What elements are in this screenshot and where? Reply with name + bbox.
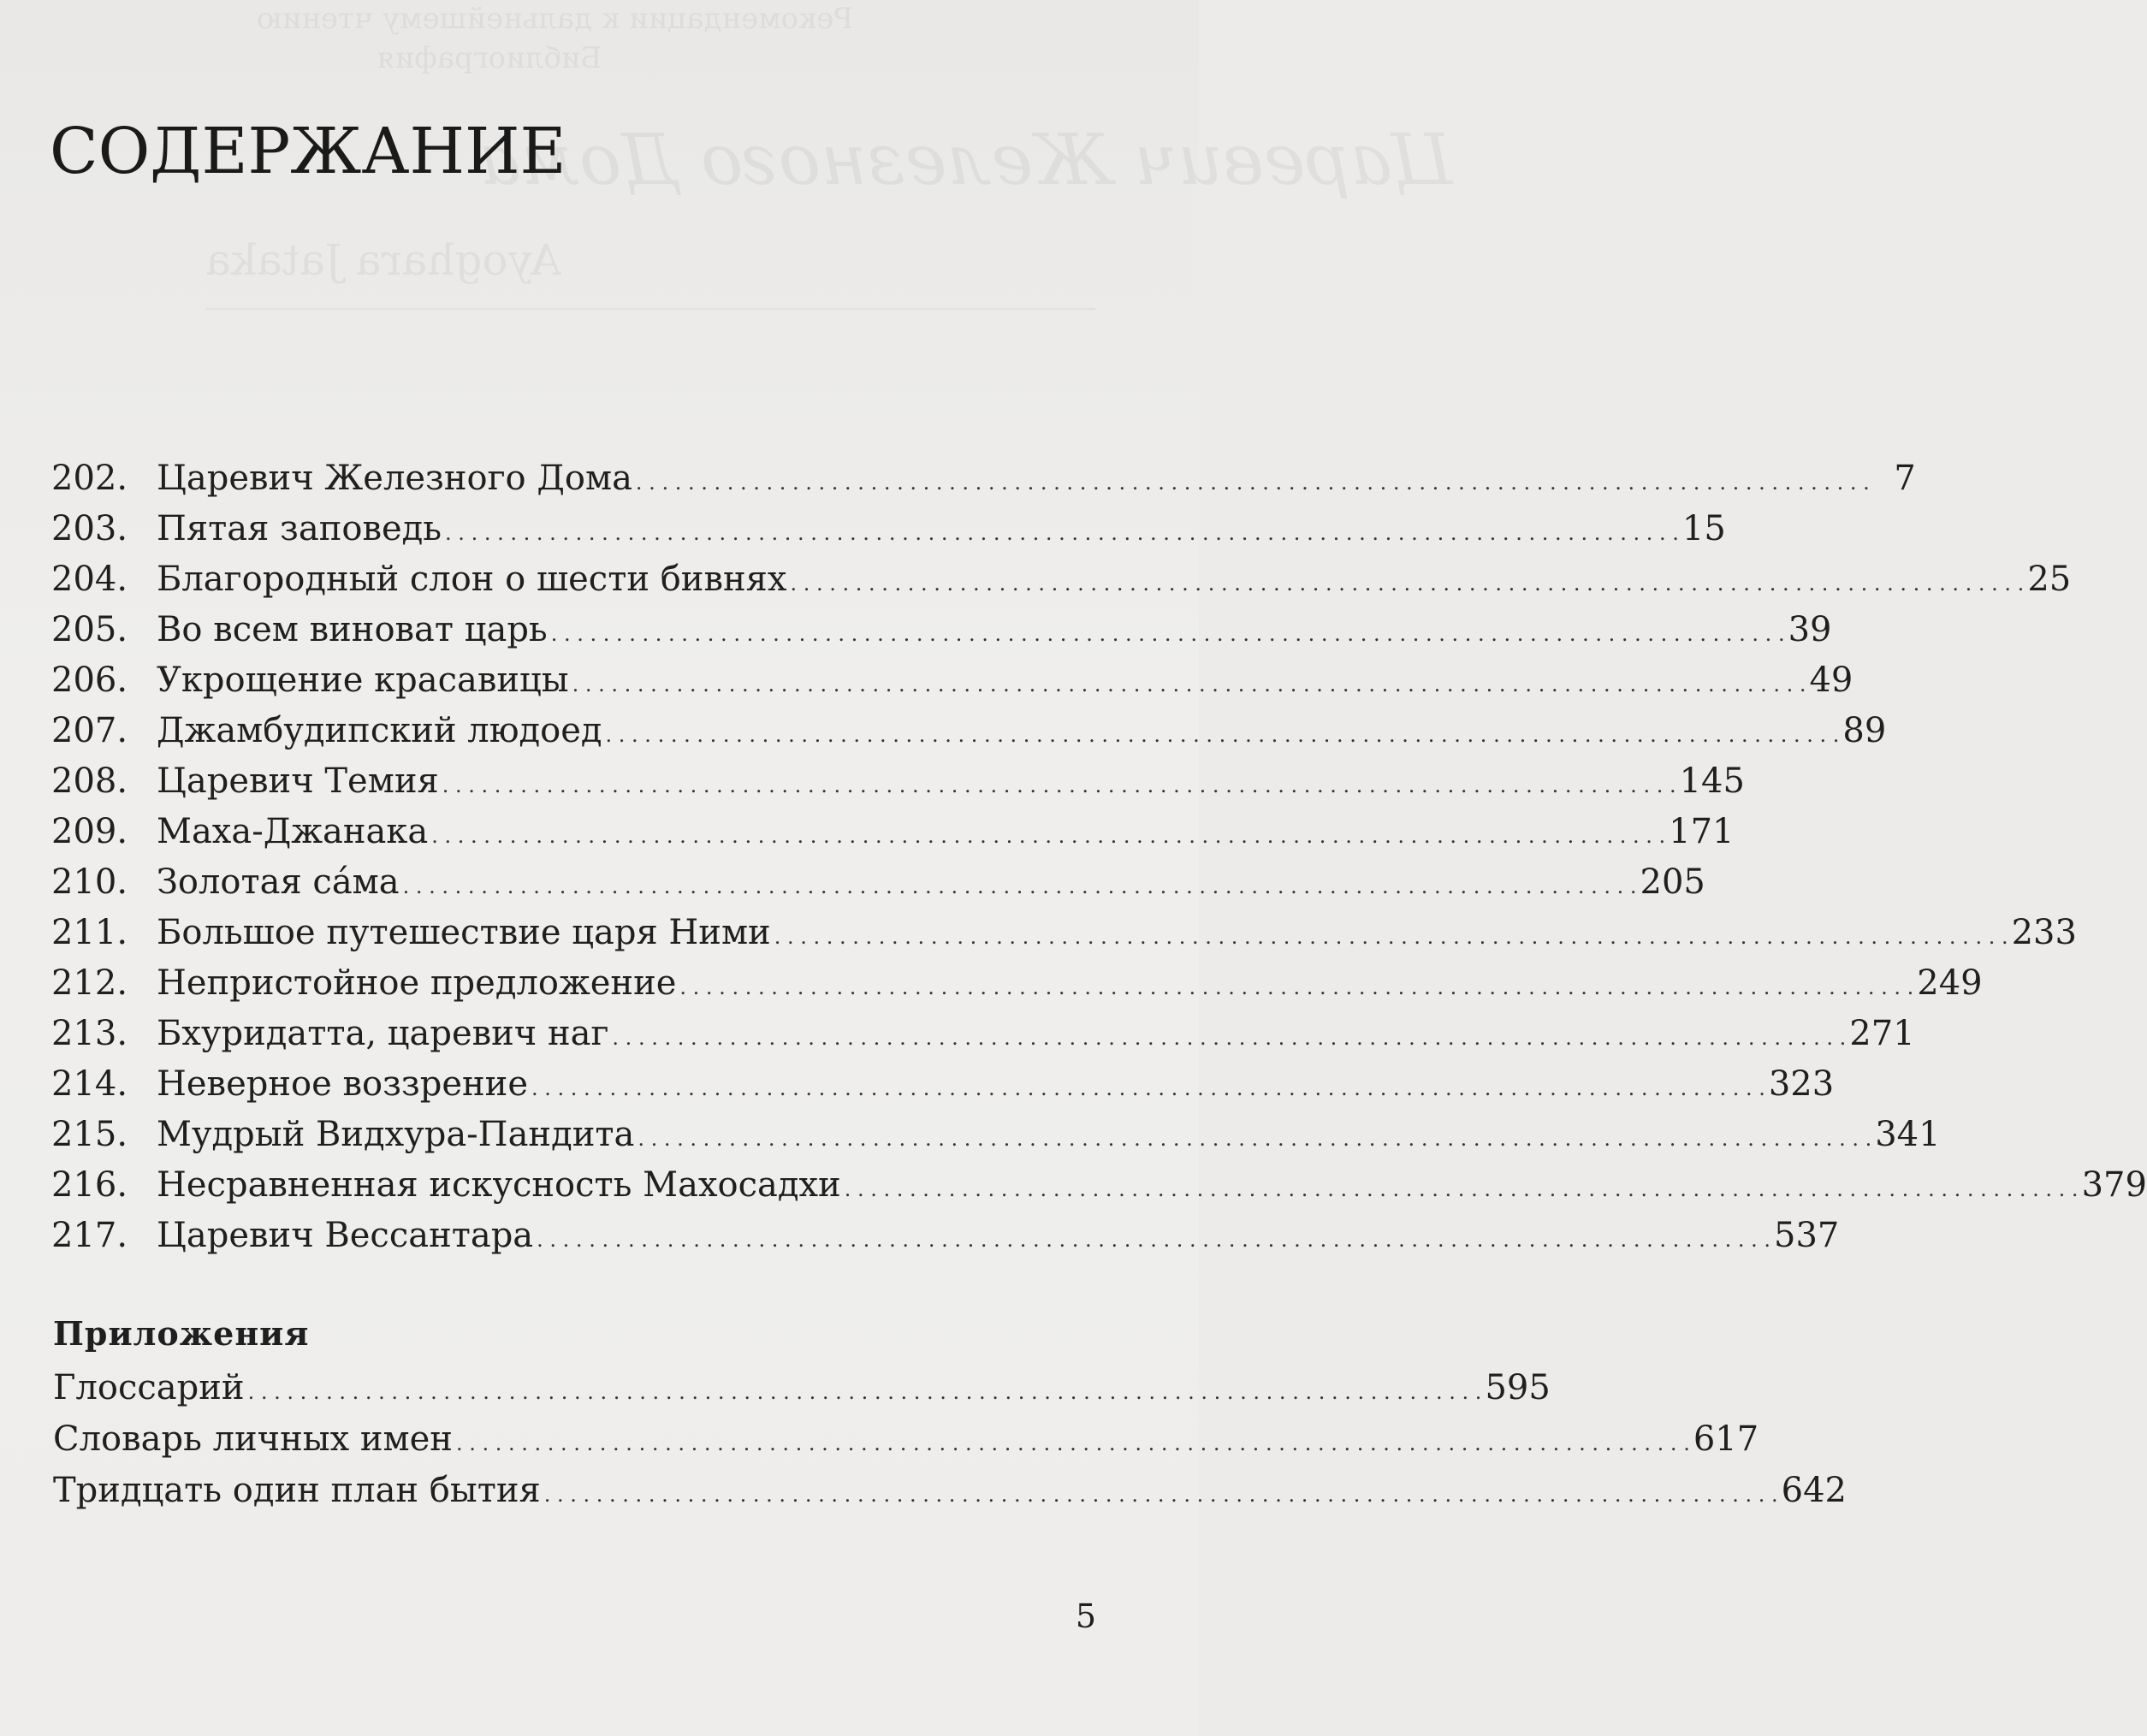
toc-number: 210. [51, 862, 128, 902]
toc-page-number: 537 [1774, 1216, 1840, 1255]
toc-page-number: 595 [1485, 1368, 1551, 1407]
toc-entry-203[interactable] [51, 504, 1726, 554]
dot-leader [531, 1064, 1765, 1114]
toc-entry-210[interactable] [51, 857, 1705, 908]
toc-page-number: 25 [2027, 560, 2072, 599]
toc-entry-205[interactable] [51, 605, 1832, 655]
toc-number: 213. [51, 1014, 128, 1053]
toc-title: Несравненная искусность Махосадхи [157, 1165, 841, 1205]
toc-title: Царевич Темия [157, 761, 439, 801]
dot-leader [248, 1366, 1482, 1418]
toc-entry-202[interactable] [51, 453, 1916, 504]
toc-title: Пятая заповедь [157, 509, 442, 548]
toc-number: 209. [51, 812, 128, 851]
toc-entry-217[interactable] [51, 1211, 1840, 1261]
toc-number: 204. [51, 560, 128, 599]
toc-title: Непристойное предложение [157, 963, 677, 1003]
toc-number: 206. [51, 661, 128, 700]
toc-entry-207[interactable] [51, 706, 1887, 756]
page-title: СОДЕРЖАНИЕ [50, 115, 566, 188]
show-through-text: Рекомендации к дальнейшему чтению [257, 2, 854, 36]
toc-entry-211[interactable] [51, 908, 2077, 958]
appendix-heading: Приложения [53, 1314, 310, 1353]
toc-entry-215[interactable] [51, 1110, 1941, 1160]
toc-page-number: 617 [1693, 1419, 1759, 1459]
toc-number: 203. [51, 509, 128, 548]
toc-title: Словарь личных имен [53, 1419, 453, 1459]
show-through-text: Царевич Железного Дома [479, 120, 1454, 201]
toc-entry-212[interactable] [51, 958, 1983, 1009]
toc-page-number: 205 [1640, 862, 1705, 902]
toc-page-number: 323 [1768, 1064, 1835, 1104]
toc-title: Укрощение красавицы [157, 661, 569, 700]
toc-title: Глоссарий [53, 1368, 245, 1407]
toc-number: 216. [51, 1165, 128, 1205]
dot-leader [679, 963, 1913, 1013]
dot-leader [551, 609, 1785, 660]
dot-leader [572, 660, 1806, 710]
toc-number: 212. [51, 963, 128, 1003]
dot-leader [636, 458, 1870, 508]
toc-page-number: 39 [1788, 610, 1832, 649]
toc-title: Джамбудипский людоед [157, 711, 602, 750]
dot-leader [431, 811, 1665, 862]
appendix-entry-names[interactable] [53, 1413, 1759, 1465]
dot-leader [638, 1114, 1871, 1164]
toc-page-number: 89 [1842, 711, 1887, 750]
page-number: 5 [1075, 1597, 1096, 1635]
appendix-entry-glossary[interactable] [53, 1362, 1551, 1413]
toc-entry-214[interactable] [51, 1059, 1835, 1110]
toc-title: Бхуридатта, царевич наг [157, 1014, 609, 1053]
table-of-contents [51, 453, 2147, 1261]
toc-page-number: 233 [2011, 913, 2077, 952]
toc-number: 215. [51, 1115, 128, 1154]
toc-page-number: 7 [1894, 459, 1916, 498]
dot-leader [442, 761, 1676, 811]
dot-leader [544, 1469, 1778, 1520]
toc-title: Золотая са́ма [157, 862, 400, 902]
toc-number: 207. [51, 711, 128, 750]
toc-title: Царевич Железного Дома [157, 459, 632, 498]
show-through-text: Библиография [377, 41, 602, 75]
toc-page-number: 341 [1875, 1115, 1941, 1154]
show-through-rule [205, 308, 1095, 310]
toc-title: Царевич Вессантара [157, 1216, 534, 1255]
dot-leader [403, 862, 1637, 912]
toc-number: 202. [51, 459, 128, 498]
toc-title: Неверное воззрение [157, 1064, 528, 1104]
toc-entry-208[interactable] [51, 756, 1745, 807]
toc-entry-204[interactable] [51, 554, 2072, 605]
appendix-entry-planes[interactable] [53, 1465, 1847, 1516]
toc-page-number: 49 [1809, 661, 1853, 700]
dot-leader [790, 559, 2024, 609]
toc-page-number: 15 [1681, 509, 1726, 548]
toc-number: 208. [51, 761, 128, 801]
dot-leader [845, 1164, 2079, 1215]
appendix-list [53, 1362, 1847, 1516]
dot-leader [774, 912, 2008, 963]
toc-page-number: 379 [2081, 1165, 2147, 1205]
show-through-text: Ayoghara Jataka [205, 235, 561, 285]
toc-entry-216[interactable] [51, 1160, 2147, 1211]
dot-leader [606, 710, 1840, 761]
dot-leader [445, 508, 1679, 559]
toc-page-number: 171 [1669, 812, 1735, 851]
toc-entry-206[interactable] [51, 655, 1853, 706]
dot-leader [537, 1215, 1770, 1265]
toc-title: Благородный слон о шести бивнях [157, 560, 787, 599]
toc-entry-213[interactable] [51, 1009, 1915, 1059]
toc-title: Большое путешествие царя Ними [157, 913, 771, 952]
toc-title: Во всем виноват царь [157, 610, 548, 649]
toc-page-number: 642 [1781, 1471, 1847, 1510]
toc-number: 205. [51, 610, 128, 649]
toc-page-number: 145 [1679, 761, 1745, 801]
toc-number: 211. [51, 913, 128, 952]
dot-leader [612, 1013, 1846, 1064]
dot-leader [456, 1418, 1690, 1469]
toc-page-number: 271 [1849, 1014, 1915, 1053]
toc-entry-209[interactable] [51, 807, 1735, 857]
toc-number: 214. [51, 1064, 128, 1104]
toc-number: 217. [51, 1216, 128, 1255]
toc-title: Мудрый Видхура-Пандита [157, 1115, 635, 1154]
toc-title: Тридцать один план бытия [53, 1471, 541, 1510]
toc-page-number: 249 [1917, 963, 1983, 1003]
toc-title: Маха-Джанака [157, 812, 429, 851]
